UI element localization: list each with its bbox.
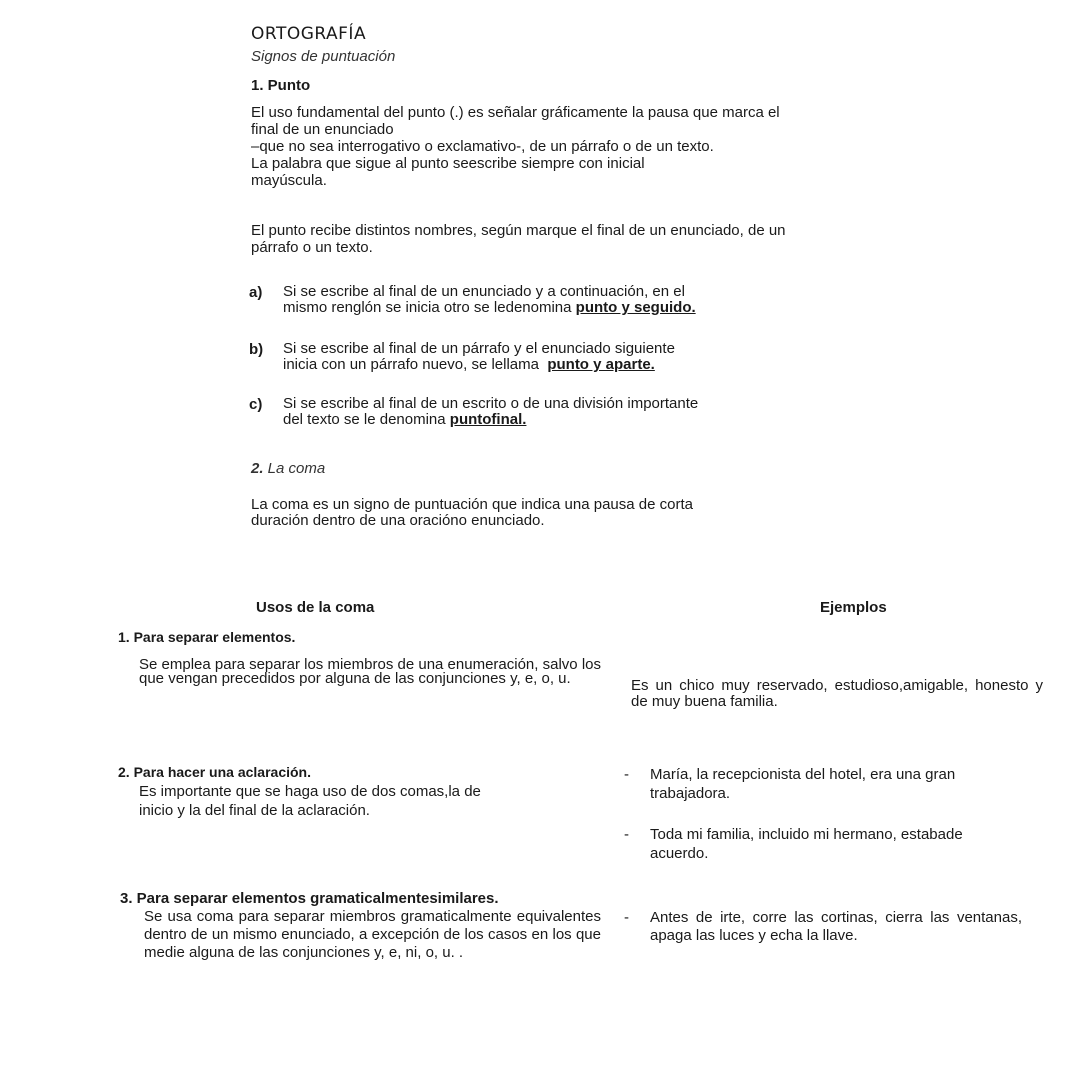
uso-title-3: 3. Para separar elementos gramaticalmentesimilares. bbox=[120, 890, 499, 907]
text-fragment: inicia con un párrafo nuevo, se lellama bbox=[283, 356, 548, 373]
dash-bullet: - bbox=[624, 766, 629, 783]
text-line: final de un enunciado bbox=[251, 121, 394, 138]
list-letter: c) bbox=[249, 396, 263, 413]
column-header-ejemplos: Ejemplos bbox=[820, 599, 887, 616]
text-line: Si se escribe al final de un escrito o de una división importante bbox=[283, 395, 699, 412]
list-letter: b) bbox=[249, 341, 264, 358]
text-block: Antes de irte, corre las cortinas, cierra las ventanas, apaga las luces y echa la llave. bbox=[650, 909, 1022, 944]
uso-desc-1: Se emplea para separar los miembros de una enumeración, salvo los que vengan precedidos por alguna de las conjunciones y, e, o, u. bbox=[139, 656, 601, 687]
list-item-a bbox=[249, 284, 849, 320]
ejemplo-1: Es un chico muy reservado, estudioso,amigable, honesto y de muy buena familia. bbox=[631, 677, 1043, 710]
list-letter: a) bbox=[249, 284, 263, 301]
text-line: Si se escribe al final de un párrafo y el enunciado siguiente bbox=[283, 340, 675, 357]
page-subtitle: Signos de puntuación bbox=[251, 48, 396, 65]
text-line: duración dentro de una oracióno enunciado. bbox=[251, 512, 545, 529]
ejemplo-2b bbox=[624, 825, 1064, 865]
uso-desc-2 bbox=[139, 782, 609, 820]
heading-number: 2. bbox=[251, 460, 264, 477]
text-line: El punto recibe distintos nombres, según marque el final de un enunciado, de un bbox=[251, 222, 786, 239]
text-line: mayúscula. bbox=[251, 172, 327, 189]
page-title: ORTOGRAFÍA bbox=[251, 24, 367, 44]
dash-bullet: - bbox=[624, 826, 629, 843]
uso-title-1: 1. Para separar elementos. bbox=[118, 629, 296, 645]
punto-paragraph-1 bbox=[251, 104, 951, 189]
ejemplo-2a bbox=[624, 765, 1064, 805]
text-line bbox=[283, 412, 843, 428]
section-heading-punto: 1. Punto bbox=[251, 77, 311, 94]
coma-paragraph bbox=[251, 497, 871, 529]
text-line bbox=[283, 300, 843, 316]
uso-desc-3: Se usa coma para separar miembros gramaticalmente equivalentes dentro de un mismo enunciado, a excepción de los casos en los que medie alguna de las conjunciones y, e, ni, o, u. . bbox=[144, 908, 601, 961]
text-line: La palabra que sigue al punto seescribe siempre con inicial bbox=[251, 155, 645, 172]
text-fragment: mismo renglón se inicia otro se ledenomina bbox=[283, 299, 576, 316]
text-line bbox=[283, 357, 843, 373]
text-line: María, la recepcionista del hotel, era una gran bbox=[650, 766, 956, 783]
text-line: –que no sea interrogativo o exclamativo-, de un párrafo o de un texto. bbox=[251, 138, 714, 155]
text-line: Si se escribe al final de un enunciado y a continuación, en el bbox=[283, 283, 685, 300]
text-fragment: del texto se le denomina bbox=[283, 411, 450, 428]
term-punto-y-aparte: punto y aparte. bbox=[547, 356, 655, 373]
term-punto-final: puntofinal. bbox=[449, 411, 527, 428]
text-line: La coma es un signo de puntuación que indica una pausa de corta bbox=[251, 496, 693, 513]
ejemplo-3 bbox=[624, 909, 1036, 949]
text-line: trabajadora. bbox=[650, 785, 731, 802]
text-line: Es importante que se haga uso de dos comas,la de bbox=[139, 783, 481, 800]
column-header-usos: Usos de la coma bbox=[256, 599, 375, 616]
text-line: El uso fundamental del punto (.) es señalar gráficamente la pausa que marca el bbox=[251, 104, 780, 121]
punto-paragraph-2 bbox=[251, 222, 951, 256]
text-line: Toda mi familia, incluido mi hermano, estabade bbox=[650, 826, 963, 843]
uso-title-2: 2. Para hacer una aclaración. bbox=[118, 764, 311, 780]
text-line: inicio y la del final de la aclaración. bbox=[139, 802, 370, 819]
section-heading-coma bbox=[251, 460, 325, 477]
term-punto-y-seguido: punto y seguido. bbox=[575, 299, 696, 316]
list-item-c bbox=[249, 396, 849, 432]
dash-bullet: - bbox=[624, 909, 629, 926]
text-line: acuerdo. bbox=[650, 845, 709, 862]
list-item-b bbox=[249, 341, 849, 377]
heading-text: La coma bbox=[263, 460, 326, 477]
text-line: párrafo o un texto. bbox=[251, 239, 373, 256]
